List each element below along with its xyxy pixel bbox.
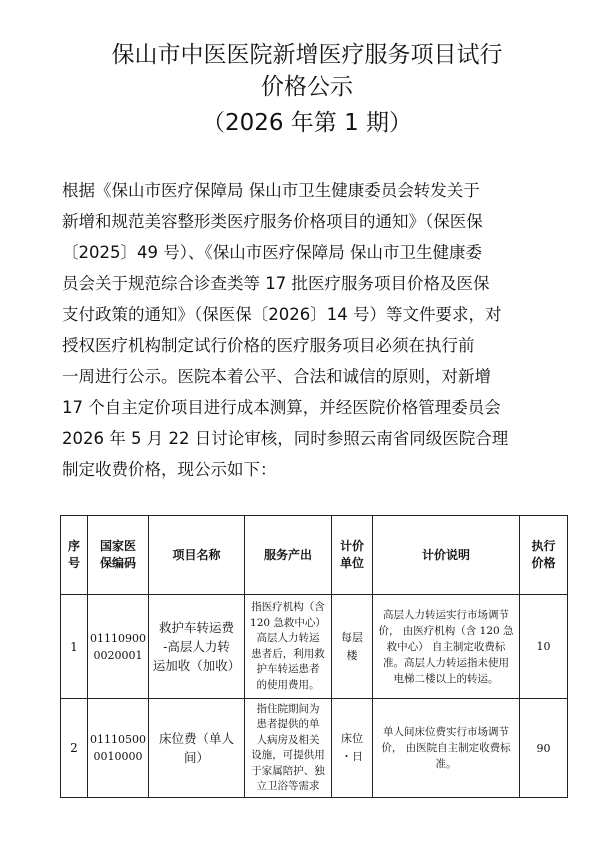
intro-line: 员会关于规范综合诊查类等 17 批医疗服务项目价格及医保	[62, 274, 490, 293]
cell-desc-line: 高层人力转运实行市场调节	[383, 608, 509, 621]
cell-unit	[332, 595, 373, 699]
cell-output-line: 人病房及相关	[256, 733, 320, 746]
cell-code-line: 0020001	[93, 648, 143, 662]
intro-line: 〔2025〕49 号）、《保山市医疗保障局 保山市卫生健康委	[62, 243, 482, 262]
header-seq	[61, 516, 88, 595]
header-seq-line: 序	[67, 539, 80, 553]
cell-unit-line: 楼	[346, 648, 358, 662]
header-seq-line: 号	[67, 556, 80, 570]
cell-output-line: 指住院期间为	[256, 702, 320, 715]
intro-paragraph	[62, 175, 562, 485]
cell-desc-line: 准。高层人力转运指未使用	[383, 656, 509, 669]
cell-output-text	[245, 702, 331, 795]
cell-seq: 2	[61, 699, 88, 798]
cell-desc-line: 准。	[435, 758, 457, 770]
cell-desc-line: 单人间床位费实行市场调节	[383, 726, 509, 738]
table-row	[61, 595, 568, 699]
cell-output-line: 于家属陪护、独	[251, 764, 325, 777]
cell-output	[245, 699, 332, 798]
header-name: 项目名称	[149, 516, 245, 595]
cell-output-line: 患者后，利用救	[251, 647, 325, 660]
intro-line: 新增和规范美容整形类医疗服务价格项目的通知》（保医保	[62, 212, 483, 231]
header-unit	[332, 516, 373, 595]
intro-line: 17 个自主定价项目进行成本测算，并经医院价格管理委员会	[62, 398, 501, 417]
cell-code-line: 01110900	[90, 631, 146, 645]
intro-line: 制定收费价格，现公示如下：	[62, 460, 277, 479]
cell-name-line: 救护车转运费	[158, 620, 234, 635]
header-price	[520, 516, 568, 595]
page-title-issue: （2026 年第 1 期）	[201, 110, 413, 136]
cell-output-line: 设施，可提供用	[251, 749, 325, 761]
cell-seq: 1	[61, 595, 88, 699]
cell-name-line: 间）	[183, 750, 209, 765]
header-unit-line: 计价	[339, 539, 364, 553]
table-row	[61, 699, 568, 798]
cell-output-line: 护车转运患者	[256, 663, 320, 675]
cell-output-line: 高层人力转运	[256, 632, 320, 644]
cell-name	[149, 699, 245, 798]
cell-output-line: 立卫浴等需求	[256, 780, 320, 792]
cell-code	[88, 595, 149, 699]
cell-output-line: 患者提供的单	[256, 718, 320, 730]
cell-unit-line: 每层	[341, 630, 363, 644]
cell-desc	[373, 699, 520, 798]
cell-desc-line: 救中心） 自主制定收费标	[386, 640, 506, 653]
cell-code-line: 0010000	[93, 750, 143, 763]
cell-desc-line: 价， 由医院自主制定收费标	[381, 742, 511, 754]
fee-table	[60, 515, 568, 798]
cell-output	[245, 595, 332, 699]
cell-name-line: 运加收（加收）	[152, 658, 241, 673]
cell-name	[149, 595, 245, 699]
cell-price: 90	[520, 699, 568, 798]
intro-line: 支付政策的通知》（保医保〔2026〕14 号）等文件要求，对	[62, 305, 502, 324]
cell-unit-line: ・日	[341, 750, 363, 763]
header-code-line: 保编码	[99, 556, 136, 570]
cell-desc	[373, 595, 520, 699]
cell-code	[88, 699, 149, 798]
header-code-line: 国家医	[99, 539, 136, 553]
cell-unit-line: 床位	[341, 732, 363, 745]
header-unit-line: 单位	[339, 556, 364, 570]
intro-line: 根据《保山市医疗保障局 保山市卫生健康委员会转发关于	[62, 181, 480, 200]
cell-output-line: 的使用费用。	[256, 678, 320, 691]
cell-output-line: 120 急救中心）	[250, 616, 326, 629]
cell-code-line: 01110500	[90, 733, 146, 746]
header-price-line: 执行	[531, 539, 556, 553]
intro-line: 授权医疗机构制定试行价格的医疗服务项目必须在执行前	[62, 336, 475, 355]
cell-unit	[332, 699, 373, 798]
header-code	[88, 516, 149, 595]
cell-name-line: 床位费（单人	[158, 731, 234, 746]
intro-line: 2026 年 5 月 22 日讨论审核，同时参照云南省同级医院合理	[62, 429, 509, 448]
header-output: 服务产出	[245, 516, 332, 595]
table-header-row	[61, 516, 568, 595]
header-price-line: 价格	[531, 556, 556, 570]
page-title-line-2: 价格公示	[261, 74, 353, 100]
cell-name-line: -高层人力转	[163, 639, 230, 654]
cell-price: 10	[520, 595, 568, 699]
cell-desc-line: 电梯二楼以上的转运。	[393, 672, 499, 685]
header-desc: 计价说明	[373, 516, 520, 595]
page-title-line-1: 保山市中医医院新增医疗服务项目试行	[111, 42, 503, 68]
intro-line: 一周进行公示。医院本着公平、合法和诚信的原则，对新增	[62, 367, 491, 386]
cell-output-line: 指医疗机构（含	[251, 601, 325, 613]
cell-desc-line: 价， 由医疗机构（含 120 急	[378, 624, 514, 637]
